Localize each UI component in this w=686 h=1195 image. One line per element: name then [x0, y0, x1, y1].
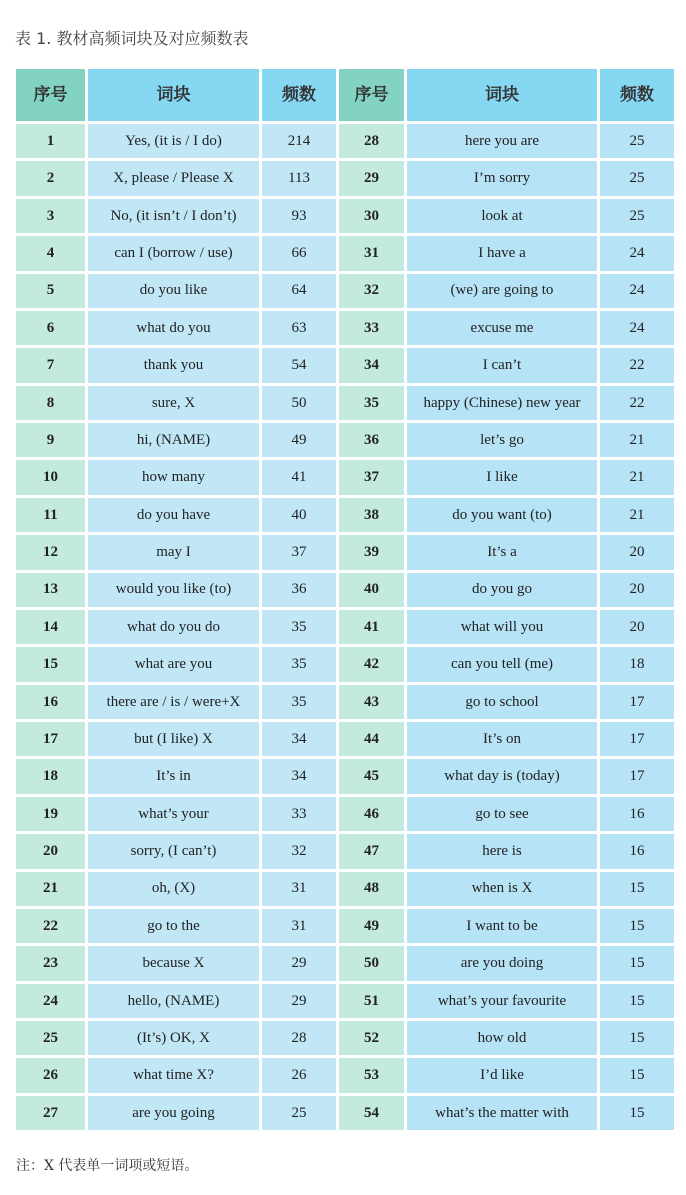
row-phrase: It’s in	[88, 759, 262, 793]
row-phrase: do you like	[88, 274, 262, 308]
row-phrase-2: let’s go	[407, 423, 600, 457]
row-phrase-2: It’s on	[407, 722, 600, 756]
row-index-2: 47	[339, 834, 407, 868]
row-phrase-2: do you want (to)	[407, 498, 600, 532]
table-row	[16, 759, 674, 796]
row-frequency: 36	[262, 573, 339, 607]
row-frequency-2: 21	[600, 460, 674, 494]
row-frequency-2: 24	[600, 236, 674, 270]
header-phrase: 词块	[88, 69, 262, 121]
table-row	[16, 386, 674, 423]
row-phrase-2: I like	[407, 460, 600, 494]
row-phrase: do you have	[88, 498, 262, 532]
row-frequency-2: 15	[600, 984, 674, 1018]
table-row	[16, 872, 674, 909]
table-row	[16, 535, 674, 572]
row-index-2: 41	[339, 610, 407, 644]
row-frequency: 35	[262, 610, 339, 644]
row-frequency: 31	[262, 909, 339, 943]
row-phrase: can I (borrow / use)	[88, 236, 262, 270]
row-index: 27	[16, 1096, 88, 1130]
row-frequency-2: 15	[600, 1021, 674, 1055]
row-index-2: 34	[339, 348, 407, 382]
row-frequency-2: 25	[600, 161, 674, 195]
row-frequency-2: 15	[600, 1058, 674, 1092]
row-phrase: what do you	[88, 311, 262, 345]
row-phrase-2: are you doing	[407, 946, 600, 980]
row-phrase-2: here you are	[407, 124, 600, 158]
row-phrase: hi, (NAME)	[88, 423, 262, 457]
row-frequency-2: 22	[600, 386, 674, 420]
row-phrase: No, (it isn’t / I don’t)	[88, 199, 262, 233]
row-index-2: 52	[339, 1021, 407, 1055]
frequency-table	[16, 69, 674, 1133]
table-row	[16, 909, 674, 946]
row-frequency: 32	[262, 834, 339, 868]
table-caption: 表 1. 教材高频词块及对应频数表	[15, 29, 249, 48]
row-phrase-2: I’m sorry	[407, 161, 600, 195]
row-index-2: 38	[339, 498, 407, 532]
row-phrase: what do you do	[88, 610, 262, 644]
row-index-2: 33	[339, 311, 407, 345]
row-frequency: 49	[262, 423, 339, 457]
row-phrase: how many	[88, 460, 262, 494]
row-index-2: 46	[339, 797, 407, 831]
row-index: 9	[16, 423, 88, 457]
row-index: 13	[16, 573, 88, 607]
table-row	[16, 348, 674, 385]
row-phrase-2: I’d like	[407, 1058, 600, 1092]
row-frequency-2: 17	[600, 759, 674, 793]
row-index: 26	[16, 1058, 88, 1092]
row-index-2: 53	[339, 1058, 407, 1092]
row-frequency-2: 18	[600, 647, 674, 681]
row-phrase-2: It’s a	[407, 535, 600, 569]
row-index: 16	[16, 685, 88, 719]
row-frequency: 40	[262, 498, 339, 532]
row-frequency-2: 25	[600, 199, 674, 233]
row-index: 6	[16, 311, 88, 345]
row-frequency: 93	[262, 199, 339, 233]
table-row	[16, 573, 674, 610]
row-index: 15	[16, 647, 88, 681]
row-index-2: 48	[339, 872, 407, 906]
row-phrase-2: can you tell (me)	[407, 647, 600, 681]
row-frequency: 113	[262, 161, 339, 195]
row-index-2: 32	[339, 274, 407, 308]
row-index: 12	[16, 535, 88, 569]
row-phrase: Yes, (it is / I do)	[88, 124, 262, 158]
header-phrase-2: 词块	[407, 69, 600, 121]
row-index: 18	[16, 759, 88, 793]
header-frequency-2: 频数	[600, 69, 674, 121]
row-index-2: 51	[339, 984, 407, 1018]
row-frequency: 63	[262, 311, 339, 345]
row-phrase-2: what day is (today)	[407, 759, 600, 793]
row-frequency-2: 20	[600, 610, 674, 644]
table-row	[16, 1096, 674, 1133]
table-row	[16, 460, 674, 497]
table-row	[16, 1021, 674, 1058]
row-frequency: 29	[262, 984, 339, 1018]
row-index-2: 37	[339, 460, 407, 494]
row-frequency-2: 22	[600, 348, 674, 382]
row-phrase: what are you	[88, 647, 262, 681]
row-index-2: 36	[339, 423, 407, 457]
row-frequency-2: 25	[600, 124, 674, 158]
table-header-row	[16, 69, 674, 124]
row-frequency-2: 24	[600, 311, 674, 345]
table-row	[16, 199, 674, 236]
row-frequency-2: 15	[600, 909, 674, 943]
row-frequency-2: 15	[600, 946, 674, 980]
row-phrase-2: here is	[407, 834, 600, 868]
row-index-2: 30	[339, 199, 407, 233]
row-frequency: 64	[262, 274, 339, 308]
row-phrase: what’s your	[88, 797, 262, 831]
table-row	[16, 946, 674, 983]
row-phrase: but (I like) X	[88, 722, 262, 756]
table-row	[16, 610, 674, 647]
row-index-2: 45	[339, 759, 407, 793]
row-phrase-2: look at	[407, 199, 600, 233]
row-index: 3	[16, 199, 88, 233]
row-phrase: may I	[88, 535, 262, 569]
table-row	[16, 797, 674, 834]
row-index: 8	[16, 386, 88, 420]
row-index: 24	[16, 984, 88, 1018]
row-frequency: 34	[262, 759, 339, 793]
row-phrase: are you going	[88, 1096, 262, 1130]
row-index: 19	[16, 797, 88, 831]
row-frequency: 35	[262, 685, 339, 719]
row-index: 25	[16, 1021, 88, 1055]
row-frequency-2: 15	[600, 1096, 674, 1130]
table-row	[16, 236, 674, 273]
header-index: 序号	[16, 69, 88, 121]
row-phrase-2: I can’t	[407, 348, 600, 382]
row-phrase-2: I have a	[407, 236, 600, 270]
row-frequency: 33	[262, 797, 339, 831]
row-index-2: 40	[339, 573, 407, 607]
row-index: 21	[16, 872, 88, 906]
row-frequency: 66	[262, 236, 339, 270]
row-phrase-2: I want to be	[407, 909, 600, 943]
row-frequency: 31	[262, 872, 339, 906]
row-phrase: go to the	[88, 909, 262, 943]
row-index-2: 42	[339, 647, 407, 681]
row-phrase: thank you	[88, 348, 262, 382]
table-row	[16, 498, 674, 535]
row-index-2: 39	[339, 535, 407, 569]
table-row	[16, 311, 674, 348]
row-phrase: sure, X	[88, 386, 262, 420]
row-index: 1	[16, 124, 88, 158]
row-frequency: 28	[262, 1021, 339, 1055]
row-phrase: what time X?	[88, 1058, 262, 1092]
row-frequency-2: 24	[600, 274, 674, 308]
row-index: 20	[16, 834, 88, 868]
header-index-2: 序号	[339, 69, 407, 121]
row-phrase-2: do you go	[407, 573, 600, 607]
row-frequency: 37	[262, 535, 339, 569]
row-phrase: (It’s) OK, X	[88, 1021, 262, 1055]
row-index: 17	[16, 722, 88, 756]
row-frequency: 54	[262, 348, 339, 382]
row-frequency: 35	[262, 647, 339, 681]
row-frequency-2: 21	[600, 498, 674, 532]
row-index-2: 35	[339, 386, 407, 420]
row-phrase-2: what’s your favourite	[407, 984, 600, 1018]
row-phrase-2: go to see	[407, 797, 600, 831]
row-phrase: hello, (NAME)	[88, 984, 262, 1018]
table-row	[16, 161, 674, 198]
row-frequency: 29	[262, 946, 339, 980]
row-frequency: 50	[262, 386, 339, 420]
row-index: 5	[16, 274, 88, 308]
row-frequency-2: 15	[600, 872, 674, 906]
row-index-2: 28	[339, 124, 407, 158]
row-index-2: 54	[339, 1096, 407, 1130]
table-row	[16, 984, 674, 1021]
row-frequency-2: 17	[600, 685, 674, 719]
row-phrase-2: what will you	[407, 610, 600, 644]
row-index-2: 50	[339, 946, 407, 980]
row-index: 11	[16, 498, 88, 532]
row-frequency-2: 17	[600, 722, 674, 756]
row-phrase: because X	[88, 946, 262, 980]
row-phrase-2: excuse me	[407, 311, 600, 345]
row-index: 7	[16, 348, 88, 382]
row-frequency: 214	[262, 124, 339, 158]
row-phrase: X, please / Please X	[88, 161, 262, 195]
table-row	[16, 685, 674, 722]
row-phrase-2: (we) are going to	[407, 274, 600, 308]
table-row	[16, 722, 674, 759]
row-phrase-2: happy (Chinese) new year	[407, 386, 600, 420]
table-row	[16, 274, 674, 311]
row-phrase: would you like (to)	[88, 573, 262, 607]
header-frequency: 频数	[262, 69, 339, 121]
table-row	[16, 124, 674, 161]
row-index-2: 44	[339, 722, 407, 756]
row-phrase-2: go to school	[407, 685, 600, 719]
table-note: 注：X 代表单一词项或短语。	[16, 1158, 199, 1174]
table-row	[16, 1058, 674, 1095]
row-index-2: 49	[339, 909, 407, 943]
row-frequency-2: 21	[600, 423, 674, 457]
row-frequency: 41	[262, 460, 339, 494]
row-index: 4	[16, 236, 88, 270]
row-frequency: 26	[262, 1058, 339, 1092]
row-index-2: 31	[339, 236, 407, 270]
row-index: 10	[16, 460, 88, 494]
table-row	[16, 423, 674, 460]
row-phrase-2: when is X	[407, 872, 600, 906]
table-row	[16, 647, 674, 684]
row-frequency-2: 16	[600, 834, 674, 868]
row-index: 22	[16, 909, 88, 943]
row-index-2: 29	[339, 161, 407, 195]
row-phrase: oh, (X)	[88, 872, 262, 906]
table-row	[16, 834, 674, 871]
row-frequency-2: 20	[600, 535, 674, 569]
row-index-2: 43	[339, 685, 407, 719]
row-phrase-2: what’s the matter with	[407, 1096, 600, 1130]
row-index: 23	[16, 946, 88, 980]
row-frequency-2: 16	[600, 797, 674, 831]
row-index: 2	[16, 161, 88, 195]
row-phrase: there are / is / were+X	[88, 685, 262, 719]
row-phrase: sorry, (I can’t)	[88, 834, 262, 868]
row-index: 14	[16, 610, 88, 644]
row-frequency: 34	[262, 722, 339, 756]
row-frequency: 25	[262, 1096, 339, 1130]
row-phrase-2: how old	[407, 1021, 600, 1055]
row-frequency-2: 20	[600, 573, 674, 607]
